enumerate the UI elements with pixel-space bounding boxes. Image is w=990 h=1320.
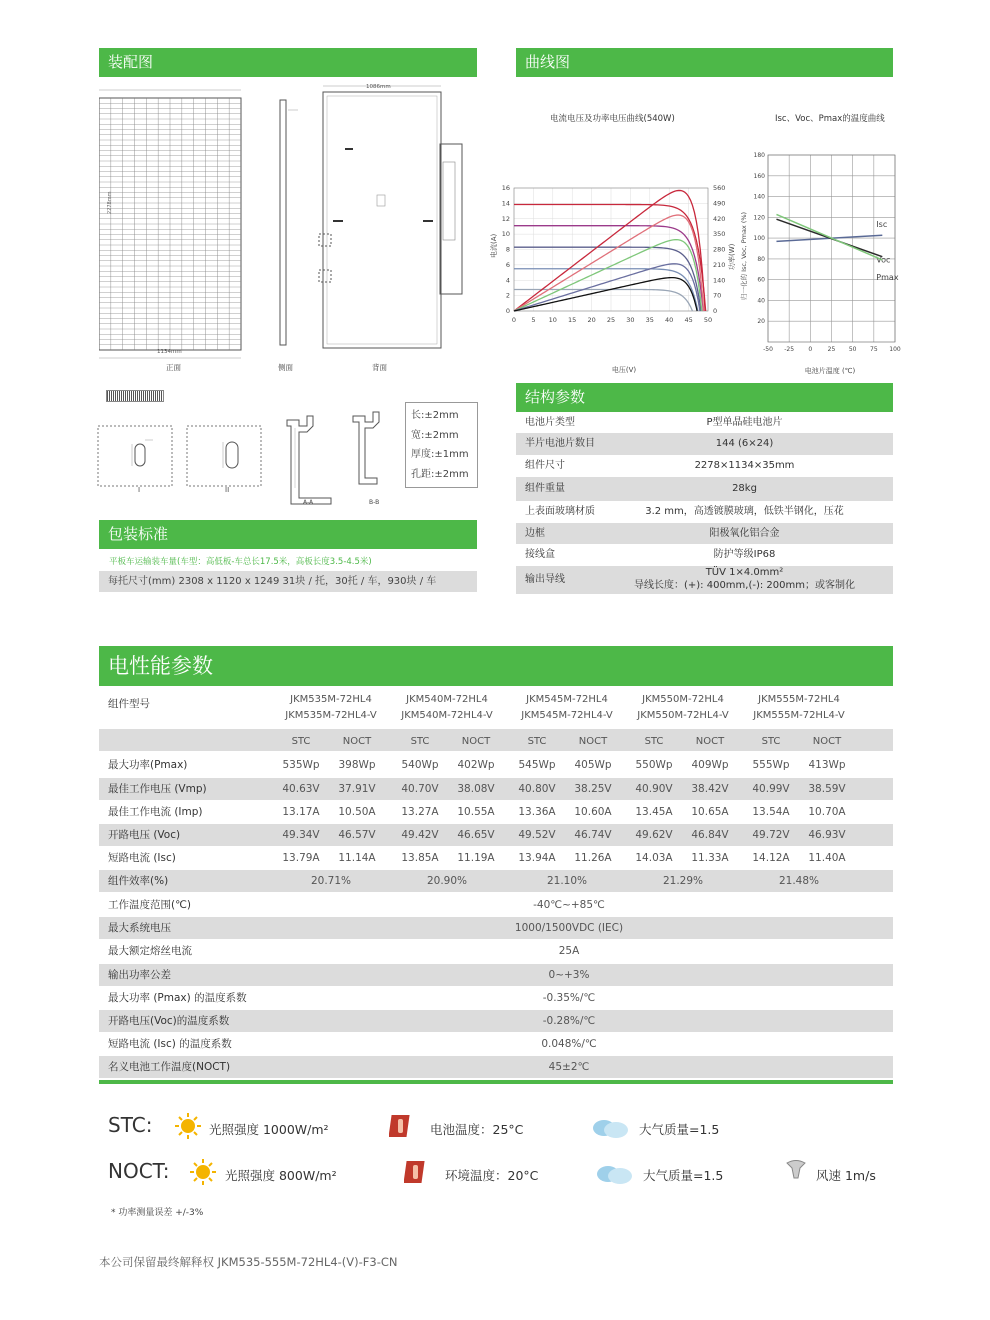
electrical-bottom-bar <box>99 1080 893 1084</box>
electrical-cell: 40.70V <box>401 783 439 795</box>
stc-header: STC <box>761 736 781 747</box>
assembly-title: 装配图 <box>108 53 154 71</box>
caption-back: 背面 <box>372 363 387 372</box>
y-tick-label: 0 <box>505 307 510 315</box>
electrical-row <box>99 847 893 869</box>
y-tick-label: 16 <box>501 184 510 192</box>
structure-row <box>516 523 893 544</box>
electrical-row <box>99 754 893 776</box>
electrical-cell: 13.27A <box>401 806 439 818</box>
y-tick-label: 40 <box>757 297 765 305</box>
electrical-cell: 46.57V <box>338 829 376 841</box>
label-II: II <box>225 486 230 494</box>
electrical-row-label: 开路电压 (Voc) <box>108 829 181 841</box>
electrical-row-label: 最大功率(Pmax) <box>108 759 188 771</box>
stc-header: STC <box>644 736 664 747</box>
dim-bottom: 1134mm <box>157 349 182 355</box>
common-label: 工作温度范围(℃) <box>108 899 191 911</box>
common-label: 开路电压(Voc)的温度系数 <box>108 1015 230 1027</box>
wind-icon <box>784 1158 808 1184</box>
noct-irradiance: 光照强度 800W/m² <box>225 1168 337 1183</box>
assembly-drawing <box>99 82 479 382</box>
stc-temperature: 电池温度：25°C <box>430 1122 524 1137</box>
y-right-tick-label: 490 <box>713 199 726 208</box>
x-tick-label: 50 <box>703 316 713 324</box>
electrical-cell: 10.50A <box>338 806 376 818</box>
structure-value: TÜV 1×4.0mm² <box>705 567 784 578</box>
electrical-cell: 11.40A <box>808 852 846 864</box>
side-view <box>280 100 298 345</box>
electrical-cell: 46.93V <box>808 829 846 841</box>
y-tick-label: 160 <box>753 172 765 180</box>
common-row <box>99 1033 893 1055</box>
structure-row <box>516 544 893 566</box>
curves-title: 曲线图 <box>525 53 571 71</box>
common-value: 0.048%/℃ <box>541 1038 597 1051</box>
structure-header <box>516 383 893 412</box>
electrical-cell: 413Wp <box>808 759 846 771</box>
electrical-row-label: 最佳工作电压 (Vmp) <box>108 783 207 795</box>
y-tick-label: 14 <box>501 199 510 208</box>
common-value: 45±2℃ <box>548 1061 590 1074</box>
electrical-cell: 409Wp <box>691 759 729 771</box>
profile-AA <box>287 416 331 504</box>
common-label: 输出功率公差 <box>108 968 171 981</box>
packaging-header <box>99 520 477 549</box>
electrical-row-label: 短路电流 (Isc) <box>108 852 176 864</box>
chart2-title: Isc、Voc、Pmax的温度曲线 <box>775 114 885 124</box>
detail-I <box>98 426 172 486</box>
front-view <box>99 90 241 358</box>
structure-label: 组件尺寸 <box>525 460 565 471</box>
common-row <box>99 964 893 986</box>
electrical-cell: 38.08V <box>457 783 495 795</box>
electrical-cell: 40.63V <box>282 783 320 795</box>
structure-row <box>516 455 893 477</box>
dim-width: 1086mm <box>366 84 391 90</box>
measurement-note: * 功率测量误差 +/-3% <box>111 1208 204 1218</box>
legend-pmax: Pmax <box>876 272 899 282</box>
tolerance-hole: 孔距:±2mm <box>411 468 469 480</box>
electrical-cell: 402Wp <box>457 759 495 771</box>
electrical-cell: 49.34V <box>282 829 320 841</box>
electrical-cell: 37.91V <box>338 783 376 795</box>
noct-header: NOCT <box>578 736 608 747</box>
stc-label: STC: <box>108 1113 153 1137</box>
back-view <box>319 86 462 348</box>
electrical-cell: 550Wp <box>635 759 673 771</box>
electrical-cell: 10.65A <box>691 806 729 818</box>
electrical-cell: 38.42V <box>691 783 729 795</box>
electrical-cell: 46.65V <box>457 829 495 841</box>
packaging-line2: 每托尺寸(mm) 2308 x 1120 x 1249 31块 / 托，30托 / 车，930块 / 车 <box>99 571 477 592</box>
sun-icon <box>174 1112 202 1140</box>
electrical-cell: 405Wp <box>574 759 612 771</box>
series-pmax <box>776 214 882 260</box>
common-value: -40℃~+85℃ <box>533 899 605 911</box>
stc-air-mass: 大气质量=1.5 <box>639 1122 720 1137</box>
stc-irradiance: 光照强度 1000W/m² <box>209 1122 329 1137</box>
series-iv-600w-m- <box>514 247 701 311</box>
common-label: 最大系统电压 <box>108 922 171 935</box>
y-right-axis-label: 功率(W) <box>728 243 736 270</box>
x-tick-label: 35 <box>645 316 654 324</box>
cloud-icon-noct <box>592 1160 636 1186</box>
x-tick-label: 25 <box>827 346 836 353</box>
efficiency-value: 21.48% <box>778 875 820 887</box>
model-label: 组件型号 <box>108 698 150 710</box>
electrical-cell: 10.60A <box>574 806 612 818</box>
label-BB: B-B <box>369 499 380 506</box>
x-tick-label: 30 <box>626 316 635 324</box>
electrical-cell: 13.45A <box>635 806 673 818</box>
x-tick-label: 5 <box>531 316 536 324</box>
efficiency-row <box>99 870 893 892</box>
structure-row <box>516 501 893 523</box>
y-right-tick-label: 210 <box>713 260 726 269</box>
common-row <box>99 1010 893 1032</box>
y-axis-label: 电流(A) <box>490 233 498 258</box>
x-tick-label: 0 <box>808 346 813 353</box>
y-tick-label: 2 <box>505 291 510 300</box>
x-tick-label: 100 <box>889 346 901 353</box>
dim-height: 2278mm <box>107 191 113 214</box>
y-tick-label: 100 <box>753 235 765 243</box>
noct-header: NOCT <box>695 736 725 747</box>
model-name: JKM540M-72HL4 <box>406 694 488 705</box>
electrical-cell: 11.33A <box>691 852 729 864</box>
thermometer-icon <box>389 1112 415 1140</box>
x-axis-label: 电压(V) <box>611 366 637 374</box>
structure-label: 输出导线 <box>525 574 565 585</box>
electrical-cell: 540Wp <box>401 759 439 771</box>
electrical-cell: 13.79A <box>282 852 320 864</box>
noct-temperature: 环境温度：20°C <box>445 1168 539 1183</box>
cloud-icon <box>588 1114 632 1140</box>
electrical-cell: 398Wp <box>338 759 376 771</box>
electrical-cell: 10.55A <box>457 806 495 818</box>
electrical-cell: 13.94A <box>518 852 556 864</box>
model-name: JKM555M-72HL4 <box>758 694 840 705</box>
sun-icon-noct <box>189 1158 217 1186</box>
electrical-cell: 40.99V <box>752 783 790 795</box>
structure-title: 结构参数 <box>525 388 586 406</box>
structure-value-2: 导线长度：(+): 400mm,(-): 200mm；或客制化 <box>633 580 855 591</box>
common-label: 最大功率 (Pmax) 的温度系数 <box>108 991 247 1004</box>
electrical-cell: 13.85A <box>401 852 439 864</box>
structure-value: 防护等级IP68 <box>713 549 776 560</box>
efficiency-value: 20.71% <box>310 875 352 887</box>
x-tick-label: -25 <box>784 346 795 353</box>
common-value: 1000/1500VDC (IEC) <box>514 922 624 935</box>
y-right-tick-label: 560 <box>713 184 726 192</box>
temperature-chart <box>734 145 904 380</box>
y-tick-label: 12 <box>501 214 510 223</box>
x-tick-label: 45 <box>684 316 693 324</box>
electrical-table <box>99 690 893 1085</box>
structure-label: 接线盒 <box>525 549 555 560</box>
label-I: I <box>138 486 141 494</box>
electrical-cell: 535Wp <box>282 759 320 771</box>
electrical-cell: 13.54A <box>752 806 790 818</box>
stc-header: STC <box>410 736 430 747</box>
y-right-tick-label: 280 <box>713 245 726 254</box>
x-tick-label: 25 <box>606 316 616 324</box>
electrical-cell: 13.17A <box>282 806 320 818</box>
y-tick-label: 8 <box>505 245 510 254</box>
noct-header: NOCT <box>461 736 491 747</box>
noct-wind: 风速 1m/s <box>816 1168 876 1183</box>
y-right-tick-label: 140 <box>713 276 726 285</box>
noct-label: NOCT: <box>108 1159 170 1183</box>
common-row <box>99 987 893 1009</box>
y-axis-label: 归一化的 Isc, Voc, Pmax (%) <box>740 211 748 300</box>
x-tick-label: 40 <box>665 316 674 324</box>
barcode-label <box>106 390 164 402</box>
y-right-tick-label: 420 <box>713 214 726 223</box>
y-tick-label: 180 <box>753 152 765 159</box>
electrical-row <box>99 824 893 846</box>
model-name-v: JKM535M-72HL4-V <box>285 710 377 721</box>
electrical-cell: 40.80V <box>518 783 556 795</box>
curves-header <box>516 48 893 77</box>
y-tick-label: 6 <box>505 260 510 269</box>
electrical-cell: 13.36A <box>518 806 556 818</box>
structure-table <box>516 412 893 594</box>
electrical-cell: 38.25V <box>574 783 612 795</box>
common-value: -0.28%/℃ <box>542 1015 596 1027</box>
efficiency-value: 21.10% <box>546 875 588 887</box>
x-tick-label: 50 <box>848 346 857 353</box>
electrical-cell: 46.84V <box>691 829 729 841</box>
noct-header: NOCT <box>342 736 372 747</box>
electrical-cell: 11.19A <box>457 852 495 864</box>
electrical-cell: 49.62V <box>635 829 673 841</box>
common-label: 名义电池工作温度(NOCT) <box>108 1061 231 1074</box>
structure-value: 3.2 mm，高透镀膜玻璃，低铁半钢化，压花 <box>645 506 844 517</box>
common-row <box>99 940 893 962</box>
structure-value: P型单晶硅电池片 <box>706 417 783 428</box>
electrical-cell: 11.14A <box>338 852 376 864</box>
y-tick-label: 20 <box>757 318 765 326</box>
y-tick-label: 10 <box>501 230 510 239</box>
x-tick-label: 15 <box>568 316 577 324</box>
legend-voc: Voc <box>876 255 891 265</box>
caption-front: 正面 <box>166 363 181 372</box>
structure-value: 144 (6×24) <box>715 438 774 449</box>
efficiency-label: 组件效率(%) <box>108 875 169 887</box>
structure-value: 2278×1134×35mm <box>694 460 795 471</box>
stc-header: STC <box>527 736 547 747</box>
model-name: JKM545M-72HL4 <box>526 694 608 705</box>
structure-row <box>516 566 893 594</box>
x-axis-label: 电池片温度 (℃) <box>804 367 856 375</box>
thermometer-icon-noct <box>404 1158 430 1186</box>
electrical-cell: 40.90V <box>635 783 673 795</box>
tolerance-length: 长:±2mm <box>411 410 459 421</box>
iv-pv-chart <box>484 180 744 380</box>
structure-label: 边框 <box>525 528 545 539</box>
y-right-tick-label: 0 <box>713 307 718 315</box>
model-name-v: JKM545M-72HL4-V <box>521 710 613 721</box>
stc-header: STC <box>291 736 311 747</box>
y-tick-label: 60 <box>757 276 765 284</box>
tolerance-box <box>405 402 478 488</box>
electrical-cell: 545Wp <box>518 759 556 771</box>
electrical-cell: 46.74V <box>574 829 612 841</box>
label-AA: A-A <box>303 499 314 506</box>
electrical-cell: 49.72V <box>752 829 790 841</box>
y-tick-label: 140 <box>753 193 765 201</box>
structure-label: 半片电池片数目 <box>525 438 595 449</box>
caption-side: 侧面 <box>278 363 293 372</box>
electrical-cell: 49.42V <box>401 829 439 841</box>
x-tick-label: 10 <box>548 316 557 324</box>
model-name: JKM550M-72HL4 <box>642 694 724 705</box>
x-tick-label: 20 <box>587 316 596 324</box>
packaging-line1: 平板车运输装车量(车型：高低板-车总长17.5米，高板长度3.5-4.5米) <box>109 557 372 567</box>
model-name-v: JKM555M-72HL4-V <box>753 710 845 721</box>
structure-value: 28kg <box>732 483 757 494</box>
common-value: 25A <box>558 945 580 958</box>
series-iv-1000w-m- <box>514 205 706 311</box>
detail-drawings <box>97 408 397 508</box>
common-value: 0~+3% <box>548 968 590 981</box>
y-tick-label: 80 <box>757 255 765 263</box>
model-name-v: JKM550M-72HL4-V <box>637 710 729 721</box>
packaging-title: 包装标准 <box>108 525 169 543</box>
common-value: -0.35%/℃ <box>542 991 596 1004</box>
legend-isc: Isc <box>876 220 888 230</box>
structure-label: 上表面玻璃材质 <box>525 506 595 517</box>
noct-air-mass: 大气质量=1.5 <box>643 1168 724 1183</box>
tolerance-thickness: 厚度:±1mm <box>411 449 469 460</box>
electrical-cell: 49.52V <box>518 829 556 841</box>
electrical-title: 电性能参数 <box>108 654 213 678</box>
footer-text: 本公司保留最终解释权 JKM535-555M-72HL4-(V)-F3-CN <box>99 1255 398 1269</box>
x-tick-label: 0 <box>511 316 517 324</box>
common-label: 最大额定熔丝电流 <box>108 945 192 958</box>
y-tick-label: 4 <box>505 276 510 285</box>
stc-noct-header-row <box>99 729 893 751</box>
x-tick-label: -50 <box>763 346 773 353</box>
electrical-cell: 555Wp <box>752 759 790 771</box>
detail-II <box>187 426 261 486</box>
common-row <box>99 894 893 916</box>
structure-label: 组件重量 <box>525 483 565 494</box>
structure-row <box>516 412 893 433</box>
electrical-cell: 14.12A <box>752 852 790 864</box>
chart1-title: 电流电压及功率电压曲线(540W) <box>550 114 675 124</box>
structure-row <box>516 477 893 501</box>
electrical-cell: 11.26A <box>574 852 612 864</box>
assembly-header <box>99 48 477 77</box>
electrical-cell: 10.70A <box>808 806 846 818</box>
series-iv-200w-m- <box>514 289 692 311</box>
model-name: JKM535M-72HL4 <box>290 694 372 705</box>
y-tick-label: 120 <box>753 214 765 222</box>
electrical-row-label: 最佳工作电流 (Imp) <box>108 806 203 818</box>
efficiency-value: 20.90% <box>426 875 468 887</box>
electrical-header <box>99 646 893 686</box>
efficiency-value: 21.29% <box>662 875 704 887</box>
electrical-cell: 38.59V <box>808 783 846 795</box>
common-row <box>99 917 893 939</box>
structure-row <box>516 433 893 455</box>
electrical-row <box>99 778 893 800</box>
y-right-tick-label: 350 <box>713 230 726 239</box>
electrical-cell: 14.03A <box>635 852 673 864</box>
x-tick-label: 75 <box>870 346 878 353</box>
noct-header: NOCT <box>812 736 842 747</box>
profile-BB <box>353 412 379 484</box>
structure-value: 阳极氧化铝合金 <box>709 528 780 539</box>
common-row <box>99 1056 893 1078</box>
y-right-tick-label: 70 <box>713 291 722 300</box>
model-name-v: JKM540M-72HL4-V <box>401 710 493 721</box>
tolerance-width: 宽:±2mm <box>411 429 459 441</box>
structure-label: 电池片类型 <box>525 417 575 428</box>
electrical-row <box>99 801 893 823</box>
common-label: 短路电流 (Isc) 的温度系数 <box>108 1038 232 1051</box>
